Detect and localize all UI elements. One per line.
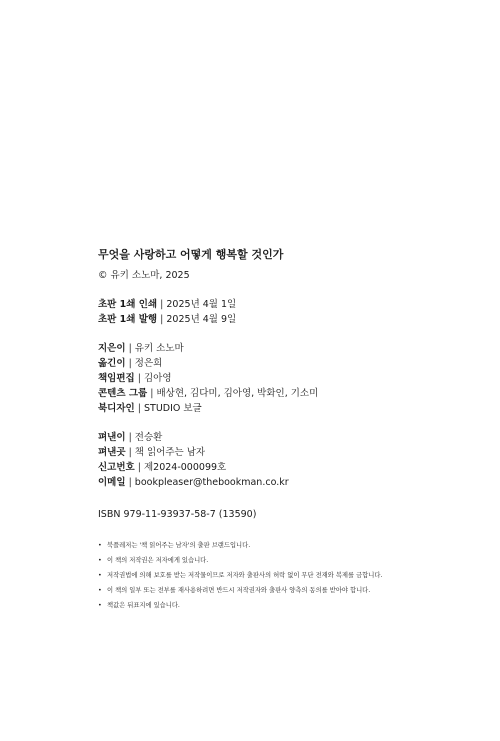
separator: | (160, 299, 164, 310)
list-item (98, 572, 478, 580)
note-text: 저작권법에 의해 보호를 받는 저작물이므로 저자와 출판사의 허락 없이 무단 전재와 복제를 금합니다. (107, 572, 383, 579)
separator: | (128, 343, 132, 354)
publisher-block (98, 430, 478, 490)
isbn-line: ISBN 979-11-93937-58-7 (13590) (98, 509, 257, 520)
credit-editor (98, 371, 478, 386)
note-text: 책값은 뒤표지에 있습니다. (107, 602, 180, 609)
list-item (98, 557, 478, 565)
email-address: bookpleaser@thebookman.co.kr (134, 477, 289, 488)
separator: | (128, 358, 132, 369)
separator: | (137, 373, 141, 384)
publisher-label: 펴낸곳 (98, 447, 126, 458)
colophon (98, 247, 478, 617)
publisher-value: 책 읽어주는 남자 (134, 447, 206, 458)
bullet-icon: • (98, 572, 102, 579)
publisher-person (98, 430, 478, 445)
credit-value: 정은희 (134, 358, 163, 369)
list-item (98, 587, 478, 595)
first-publish-label: 초판 1쇄 발행 (98, 314, 158, 325)
separator: | (128, 432, 132, 443)
publisher-email (98, 475, 478, 490)
notes-list (98, 542, 478, 610)
credit-label: 옮긴이 (98, 358, 126, 369)
separator: | (137, 403, 141, 414)
credit-translator (98, 356, 478, 371)
credits-block (98, 341, 478, 416)
credit-value: STUDIO 보글 (143, 403, 202, 414)
credit-content-group (98, 386, 478, 401)
first-print-line (98, 297, 478, 312)
publisher-registration (98, 460, 478, 475)
separator: | (150, 388, 154, 399)
credit-value: 김아영 (143, 373, 172, 384)
first-publish-line (98, 312, 478, 327)
publisher-value: 제2024-000099호 (143, 462, 227, 473)
bullet-icon: • (98, 557, 102, 564)
credit-label: 지은이 (98, 343, 126, 354)
bullet-icon: • (98, 587, 102, 594)
printing-block (98, 297, 478, 327)
credit-label: 북디자인 (98, 403, 135, 414)
separator: | (137, 462, 141, 473)
separator: | (128, 477, 132, 488)
credit-value: 배상현, 김다미, 김아영, 박화인, 기소미 (156, 388, 319, 399)
bullet-icon: • (98, 542, 102, 549)
publisher-company (98, 445, 478, 460)
first-print-label: 초판 1쇄 인쇄 (98, 299, 158, 310)
credit-book-design (98, 401, 478, 416)
publisher-label: 신고번호 (98, 462, 135, 473)
bullet-icon: • (98, 602, 102, 609)
credit-label: 콘텐츠 그룹 (98, 388, 148, 399)
credit-label: 책임편집 (98, 373, 135, 384)
publisher-label: 이메일 (98, 477, 126, 488)
copyright-line: © 유키 소노마, 2025 (98, 270, 190, 281)
first-print-date: 2025년 4월 1일 (166, 299, 237, 310)
credit-author (98, 341, 478, 356)
credit-value: 유키 소노마 (134, 343, 184, 354)
note-text: 이 책의 일부 또는 전부를 재사용하려면 반드시 저작권자와 출판사 양측의 동의를 받아야 합니다. (107, 587, 371, 594)
publisher-value: 전승환 (134, 432, 163, 443)
publisher-label: 펴낸이 (98, 432, 126, 443)
list-item (98, 602, 478, 610)
list-item (98, 542, 478, 550)
note-text: 이 책의 저작권은 저자에게 있습니다. (107, 557, 209, 564)
first-publish-date: 2025년 4월 9일 (166, 314, 237, 325)
note-text: 북플레저는 '책 읽어주는 남자'의 출판 브랜드입니다. (107, 542, 251, 549)
separator: | (128, 447, 132, 458)
book-title: 무엇을 사랑하고 어떻게 행복할 것인가 (98, 248, 284, 261)
separator: | (160, 314, 164, 325)
